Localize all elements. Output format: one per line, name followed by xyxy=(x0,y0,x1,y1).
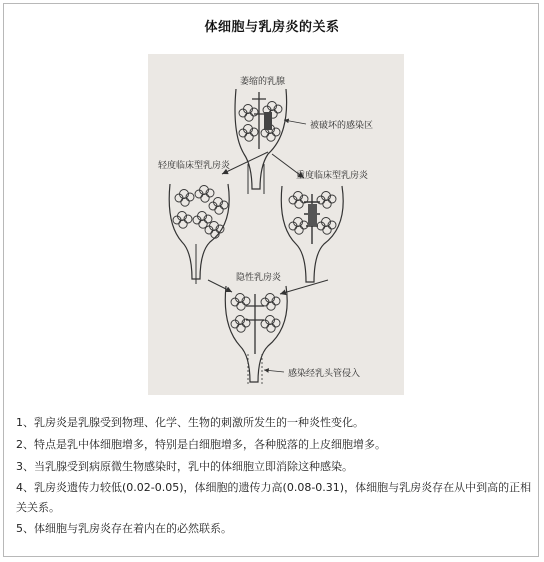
page-title: 体细胞与乳房炎的关系 xyxy=(204,20,340,35)
label-severe-clinical: 重度临床型乳房炎 xyxy=(296,171,369,181)
point-2: 2、特点是乳中体细胞增多，特别是白细胞增多，各种脱落的上皮细胞增多。 xyxy=(16,438,386,451)
arrow-mild-to-subclinical xyxy=(208,280,232,292)
mastitis-diagram-figure xyxy=(148,54,404,395)
gland-atrophic xyxy=(235,89,287,194)
point-4: 4、乳房炎遗传力较低(0.02-0.05)，体细胞的遗传力高(0.08-0.31)，体细胞与乳房炎存在从中到高的正相关关系。 xyxy=(16,481,532,514)
label-teat-infection: 感染经乳头管侵入 xyxy=(288,369,361,379)
arrow-damaged-area xyxy=(284,120,306,124)
gland-severe xyxy=(281,186,343,282)
gland-mild xyxy=(169,184,229,284)
gland-subclinical xyxy=(225,286,287,384)
label-mild-clinical: 轻度临床型乳房炎 xyxy=(158,161,231,171)
arrow-teat-infection xyxy=(264,370,284,372)
points-list xyxy=(16,412,532,540)
mastitis-diagram xyxy=(148,54,404,395)
point-5: 5、体细胞与乳房炎存在着内在的必然联系。 xyxy=(16,522,232,535)
label-atrophic-gland: 萎缩的乳腺 xyxy=(240,77,286,87)
point-1: 1、乳房炎是乳腺受到物理、化学、生物的刺激所发生的一种炎性变化。 xyxy=(16,416,364,429)
arrow-severe-to-subclinical xyxy=(280,280,328,294)
label-damaged-area: 被破坏的感染区 xyxy=(310,121,374,131)
content-frame xyxy=(3,3,539,557)
point-3: 3、当乳腺受到病原微生物感染时，乳中的体细胞立即消除这种感染。 xyxy=(16,460,353,473)
label-subclinical: 隐性乳房炎 xyxy=(236,273,282,283)
